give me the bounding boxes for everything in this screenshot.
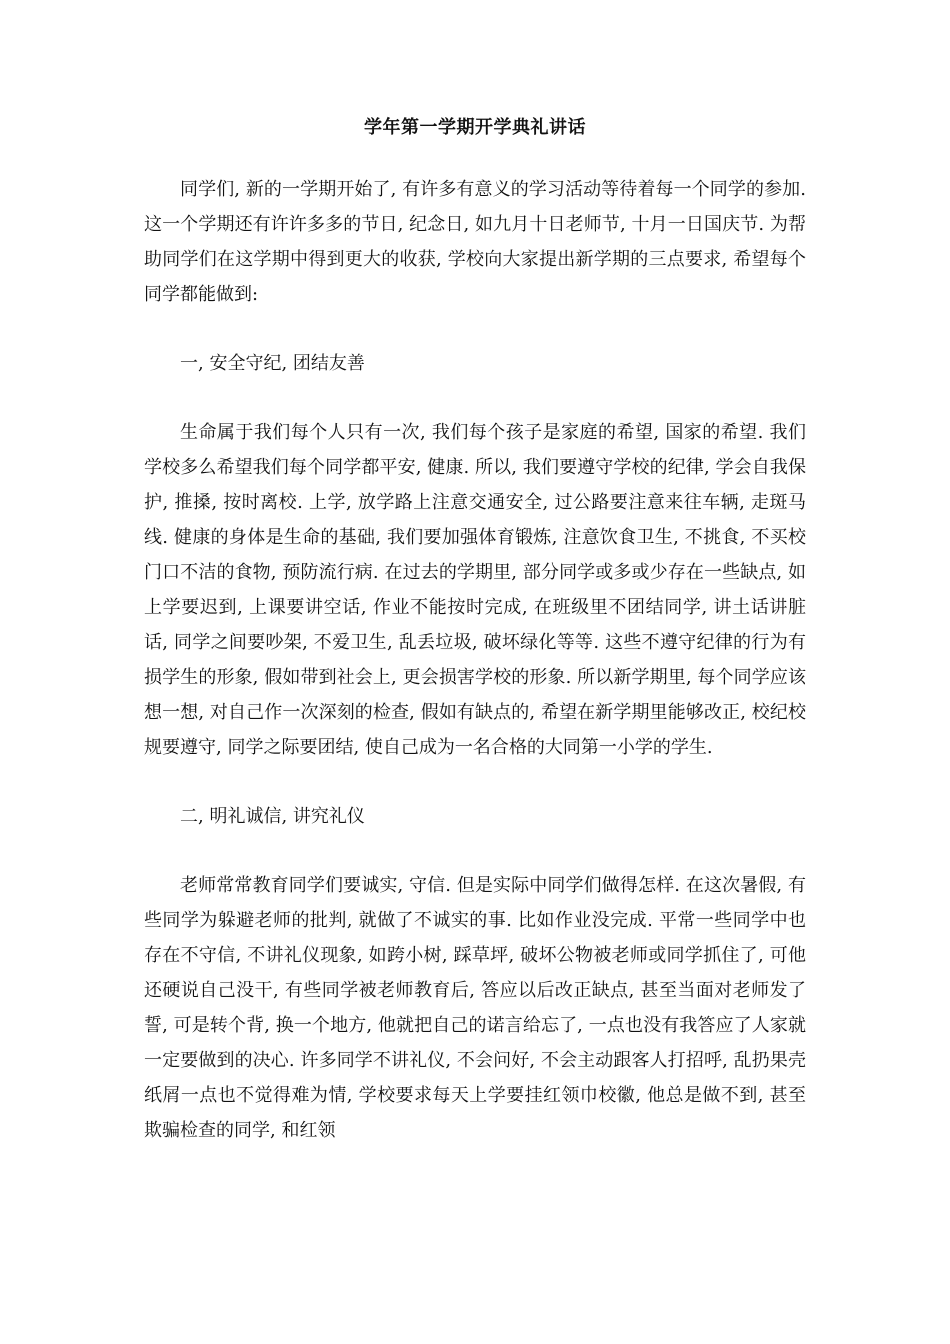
document-title: 学年第一学期开学典礼讲话 — [364, 117, 586, 138]
section-heading-2: 二, 明礼诚信, 讲究礼仪 — [180, 806, 365, 827]
paragraph-gap — [144, 834, 806, 868]
paragraph-gap — [144, 765, 806, 799]
intro-paragraph: 同学们, 新的一学期开始了, 有许多有意义的学习活动等待着每一个同学的参加. 这一个学期还有许许多多的节日, 纪念日, 如九月十日老师节, 十月一日国庆节. 为帮助同学们在这学期中得到更大的收获, 学校向大家提出新学期的三点要求, 希望每个同学都能做到: — [144, 179, 806, 305]
paragraph-gap — [144, 312, 806, 346]
section-1-paragraph: 生命属于我们每个人只有一次, 我们每个孩子是家庭的希望, 国家的希望. 我们学校多么希望我们每个同学都平安, 健康. 所以, 我们要遵守学校的纪律, 学会自我保护, 推搡, 按时离校. 上学, 放学路上注意交通安全, 过公路要注意来往车辆, 走斑马线. 健康的身体是生命的基础, 我们要加强体育锻炼, 注意饮食卫生, 不挑食, 不买校门口不洁的食物, 预防流行病. 在过去的学期里, 部分同学或多或少存在一些缺点, 如上学要迟到, 上课要讲空话, 作业不能按时完成, 在班级里不团结同学, 讲土话讲脏话, 同学之间要吵架, 不爱卫生, 乱丢垃圾, 破坏绿化等等. 这些不遵守纪律的行为有损学生的形象, 假如带到社会上, 更会损害学校的形象. 所以新学期里, 每个同学应该想一想, 对自己作一次深刻的检查, 假如有缺点的, 希望在新学期里能够改正, 校纪校规要遵守, 同学之际要团结, 使自己成为一名合格的大同第一小学的学生. — [144, 422, 806, 758]
section-heading-1: 一, 安全守纪, 团结友善 — [180, 353, 365, 374]
document-body — [144, 172, 806, 1148]
paragraph-gap — [144, 381, 806, 415]
section-2-paragraph: 老师常常教育同学们要诚实, 守信. 但是实际中同学们做得怎样. 在这次暑假, 有些同学为躲避老师的批判, 就做了不诚实的事. 比如作业没完成. 平常一些同学中也存在不守信, 不讲礼仪现象, 如跨小树, 踩草坪, 破坏公物被老师或同学抓住了, 可他还硬说自己没干, 有些同学被老师教育后, 答应以后改正缺点, 甚至当面对老师发了誓, 可是转个背, 换一个地方, 他就把自己的诺言给忘了, 一点也没有我答应了人家就一定要做到的决心. 许多同学不讲礼仪, 不会问好, 不会主动跟客人打招呼, 乱扔果壳纸屑一点也不觉得难为情, 学校要求每天上学要挂红领巾校徽, 他总是做不到, 甚至欺骗检查的同学, 和红领 — [144, 875, 806, 1141]
